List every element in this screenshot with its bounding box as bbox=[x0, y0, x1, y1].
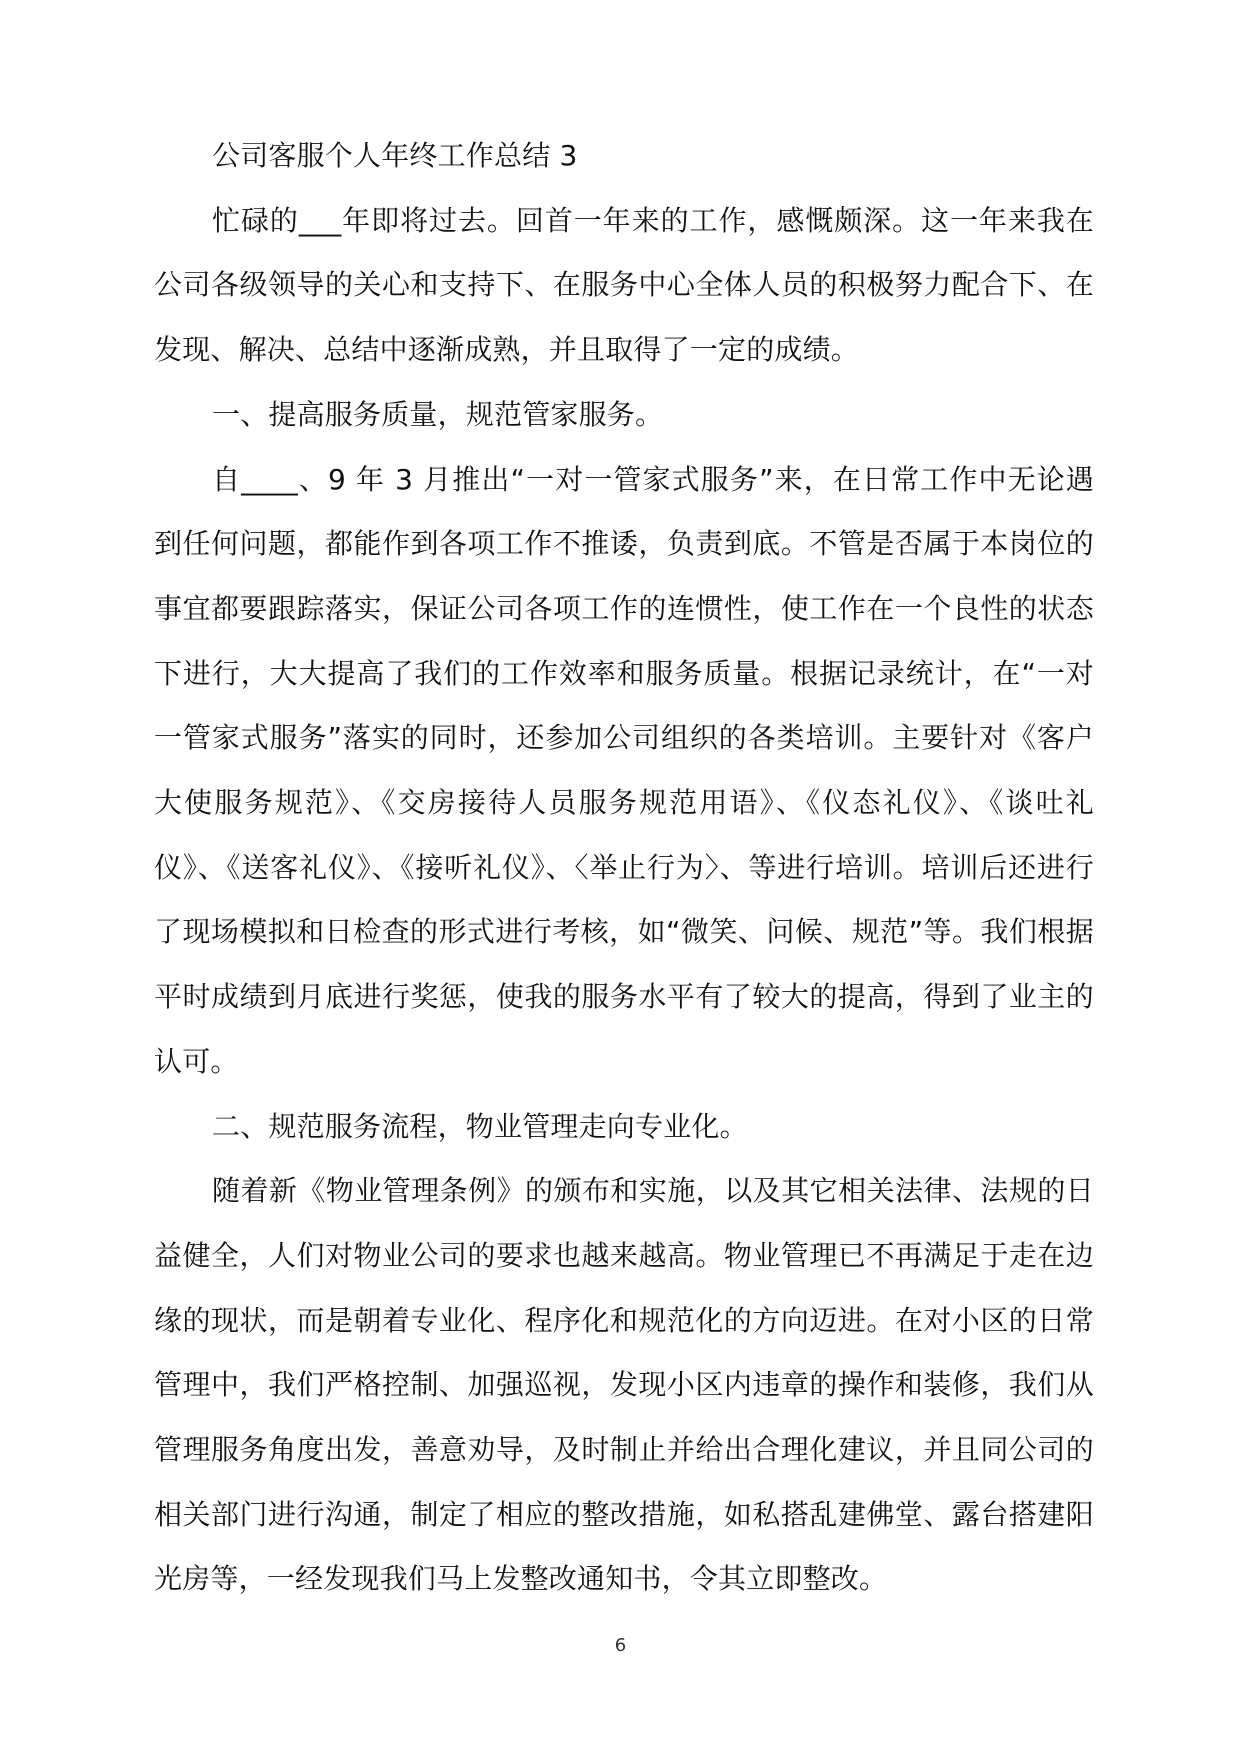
paragraph-intro: 忙碌的___年即将过去。回首一年来的工作，感慨颇深。这一年来我在公司各级领导的关心和支持下、在服务中心全体人员的积极努力配合下、在发现、解决、总结中逐渐成熟，并且取得了一定的成绩。 bbox=[154, 203, 1094, 367]
document-title: 公司客服个人年终工作总结 3 bbox=[212, 139, 578, 172]
section-heading-2: 二、规范服务流程，物业管理走向专业化。 bbox=[212, 1109, 748, 1143]
paragraph-service-process: 随着新《物业管理条例》的颁布和实施，以及其它相关法律、法规的日益健全，人们对物业公司的要求也越来越高。物业管理已不再满足于走在边缘的现状，而是朝着专业化、程序化和规范化的方向迈进。在对小区的日常管理中，我们严格控制、加强巡视，发现小区内违章的操作和装修，我们从管理服务角度出发，善意劝导，及时制止并给出合理化建议，并且同公司的相关部门进行沟通，制定了相应的整改措施，如私搭乱建佛堂、露台搭建阳光房等，一经发现我们马上发整改通知书，令其立即整改。 bbox=[154, 1174, 1094, 1596]
section-heading-1: 一、提高服务质量，规范管家服务。 bbox=[212, 397, 664, 431]
page-number: 6 bbox=[614, 1635, 627, 1656]
document-body bbox=[154, 124, 1094, 1612]
paragraph-service-quality: 自____、9 年 3 月推出“一对一管家式服务”来，在日常工作中无论遇到任何问题，都能作到各项工作不推诿，负责到底。不管是否属于本岗位的事宜都要跟踪落实，保证公司各项工作的连惯性，使工作在一个良性的状态下进行，大大提高了我们的工作效率和服务质量。根据记录统计，在“一对一管家式服务”落实的同时，还参加公司组织的各类培训。主要针对《客户大使服务规范》、《交房接待人员服务规范用语》、《仪态礼仪》、《谈吐礼仪》、《送客礼仪》、《接听礼仪》、〈举止行为〉、等进行培训。培训后还进行了现场模拟和日检查的形式进行考核，如“微笑、问候、规范”等。我们根据平时成绩到月底进行奖惩，使我的服务水平有了较大的提高，得到了业主的认可。 bbox=[154, 462, 1094, 1078]
